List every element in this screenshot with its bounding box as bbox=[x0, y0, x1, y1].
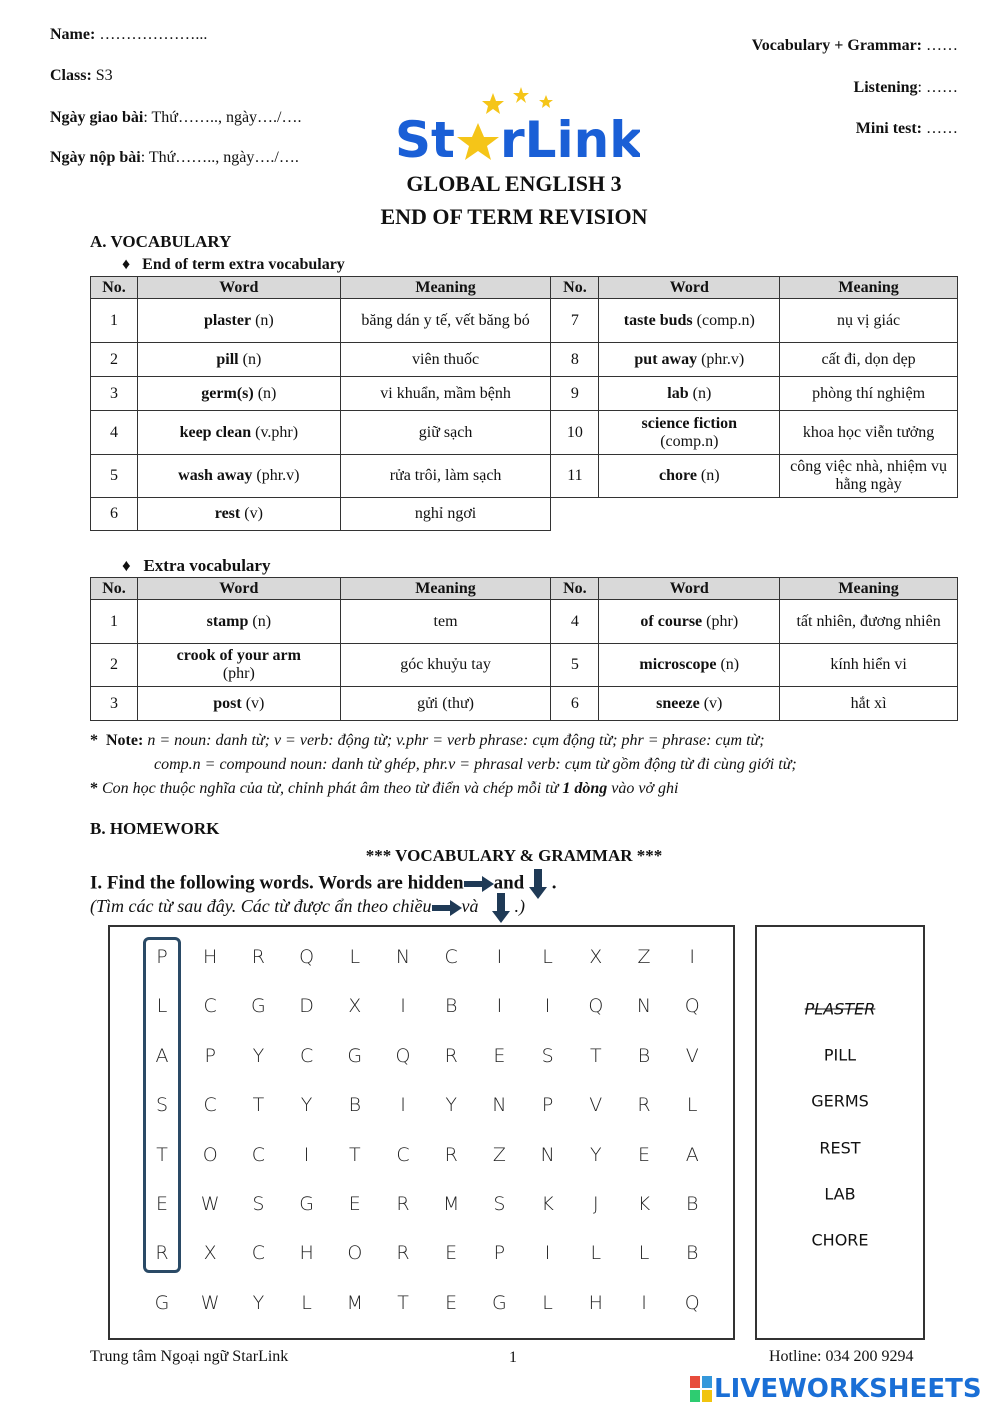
word-list-item: REST bbox=[819, 1138, 861, 1158]
score-listening-label: Listening bbox=[853, 79, 918, 96]
liveworksheets-logo bbox=[690, 1374, 982, 1404]
column-header: No. bbox=[551, 277, 599, 299]
score-vocab-grammar[interactable] bbox=[752, 37, 958, 55]
task1-subtitle-end: .) bbox=[510, 896, 525, 917]
grid-letter[interactable]: C bbox=[299, 1044, 314, 1067]
grid-letter[interactable]: R bbox=[637, 1094, 651, 1117]
table-row bbox=[91, 411, 958, 455]
grid-letter[interactable]: K bbox=[637, 1193, 651, 1215]
meaning-cell: băng dán y tế, vết băng bó bbox=[340, 299, 551, 343]
grid-letter[interactable]: P bbox=[156, 946, 168, 968]
meaning-cell: kính hiển vi bbox=[780, 644, 958, 687]
grid-letter[interactable]: X bbox=[589, 946, 603, 968]
table1-heading bbox=[122, 256, 345, 274]
table-header-row bbox=[91, 277, 958, 299]
row-number: 11 bbox=[551, 455, 599, 498]
grid-letter[interactable]: S bbox=[155, 1094, 169, 1117]
grid-letter[interactable]: Q bbox=[299, 946, 315, 968]
row-number: 4 bbox=[91, 411, 138, 455]
submit-label: Ngày nộp bài bbox=[50, 149, 141, 166]
word: post bbox=[213, 694, 242, 712]
part-of-speech: (n) bbox=[251, 311, 274, 329]
grid-letter[interactable]: T bbox=[156, 1143, 168, 1166]
column-header: Word bbox=[137, 277, 340, 299]
note-line-2: comp.n = compound noun: danh từ ghép, phr.v = phrasal verb: cụm từ gồm động từ đi cùng giới từ; bbox=[154, 756, 797, 773]
task1-title-and: and bbox=[493, 872, 525, 894]
assign-value: : Thứ…….., ngày…./…. bbox=[143, 109, 302, 126]
row-number: 9 bbox=[551, 377, 599, 411]
meaning-cell: nghỉ ngơi bbox=[340, 498, 551, 531]
grid-letter[interactable]: T bbox=[348, 1143, 361, 1166]
grid-letter[interactable]: S bbox=[493, 1193, 506, 1215]
meaning-cell: góc khuỷu tay bbox=[340, 644, 551, 687]
grid-letter[interactable]: C bbox=[444, 946, 458, 968]
column-header: Meaning bbox=[340, 277, 551, 299]
grid-letter[interactable]: C bbox=[396, 1143, 410, 1166]
score-listening[interactable] bbox=[854, 79, 958, 97]
word: microscope bbox=[639, 656, 717, 673]
word-list-item: CHORE bbox=[811, 1230, 869, 1250]
meaning-cell: tem bbox=[340, 600, 551, 644]
meaning-cell: rửa trôi, làm sạch bbox=[340, 455, 551, 498]
word-list-item: PLASTER bbox=[804, 999, 876, 1019]
grid-letter[interactable]: A bbox=[155, 1044, 169, 1067]
grid-letter[interactable]: V bbox=[685, 1044, 699, 1067]
word: stamp bbox=[206, 612, 249, 630]
table2-heading bbox=[122, 556, 270, 576]
grid-letter[interactable]: G bbox=[251, 995, 266, 1018]
grid-letter[interactable]: H bbox=[588, 1291, 603, 1314]
diamond-bullet-icon: ♦ bbox=[122, 556, 131, 575]
word-cell bbox=[599, 600, 780, 644]
grid-letter[interactable]: W bbox=[200, 1193, 220, 1215]
grid-letter[interactable]: B bbox=[348, 1094, 362, 1117]
page-number: 1 bbox=[509, 1349, 517, 1366]
grid-letter[interactable]: E bbox=[445, 1291, 458, 1314]
table-row bbox=[91, 498, 958, 531]
class-field bbox=[50, 67, 113, 85]
row-number: 2 bbox=[91, 644, 138, 687]
table1-heading-text: End of term extra vocabulary bbox=[142, 256, 345, 273]
row-number: 2 bbox=[91, 343, 138, 377]
grid-letter[interactable]: R bbox=[444, 1044, 458, 1067]
word-cell bbox=[137, 377, 340, 411]
grid-letter[interactable]: L bbox=[542, 946, 553, 968]
grid-letter[interactable]: H bbox=[299, 1242, 314, 1265]
column-header: Meaning bbox=[780, 277, 958, 299]
meaning-cell: vi khuẩn, mầm bệnh bbox=[340, 377, 551, 411]
grid-letter[interactable]: L bbox=[349, 946, 361, 968]
grid-letter[interactable]: E bbox=[493, 1044, 506, 1067]
word: pill bbox=[216, 350, 239, 368]
meaning-cell: tất nhiên, đương nhiên bbox=[780, 600, 958, 644]
score-mini-label: Mini test: bbox=[855, 120, 922, 137]
arrow-down-icon bbox=[529, 869, 547, 899]
word-cell bbox=[137, 455, 340, 498]
word: put away bbox=[634, 350, 698, 368]
table-row bbox=[91, 687, 958, 721]
vocab-table-1 bbox=[90, 276, 958, 531]
grid-letter[interactable]: I bbox=[689, 946, 695, 968]
grid-letter[interactable]: G bbox=[299, 1193, 314, 1215]
part-of-speech: (v) bbox=[241, 694, 265, 712]
part-of-speech: (n) bbox=[238, 350, 262, 368]
footer-hotline: Hotline: 034 200 9294 bbox=[769, 1348, 914, 1365]
note-text-3b: 1 dòng bbox=[562, 780, 608, 797]
task1-title-end: . bbox=[546, 872, 557, 894]
arrow-right-icon bbox=[432, 900, 462, 916]
starlink-logo bbox=[390, 85, 640, 165]
grid-letter[interactable]: L bbox=[301, 1291, 312, 1314]
table-header-row bbox=[91, 578, 958, 600]
grid-letter[interactable]: Q bbox=[588, 995, 604, 1018]
grid-letter[interactable]: X bbox=[348, 995, 362, 1018]
table-row bbox=[91, 377, 958, 411]
part-of-speech: (comp.n) bbox=[660, 432, 719, 450]
grid-letter[interactable]: R bbox=[396, 1242, 410, 1265]
arrow-right-icon bbox=[464, 876, 494, 892]
grid-letter[interactable]: R bbox=[155, 1242, 169, 1265]
grid-letter[interactable]: W bbox=[200, 1291, 220, 1314]
part-of-speech: (v) bbox=[699, 694, 723, 712]
task1-title-text: I. Find the following words. Words are hidden bbox=[90, 872, 464, 894]
word: plaster bbox=[203, 311, 252, 329]
row-number: 3 bbox=[91, 687, 138, 721]
word-search-grid[interactable] bbox=[108, 925, 735, 1340]
task1-subtitle-text: (Tìm các từ sau đây. Các từ được ẩn theo chiều bbox=[90, 896, 432, 917]
column-header: Meaning bbox=[780, 578, 958, 600]
grid-letter[interactable]: K bbox=[541, 1193, 554, 1215]
part-of-speech: (v.phr) bbox=[251, 423, 299, 441]
word-list bbox=[755, 925, 925, 1340]
word: taste buds bbox=[623, 311, 693, 329]
grid-letter[interactable]: E bbox=[348, 1193, 361, 1215]
word: science fiction bbox=[641, 414, 738, 432]
part-of-speech: (n) bbox=[688, 384, 712, 402]
page-subtitle: END OF TERM REVISION bbox=[380, 204, 648, 229]
grid-letter[interactable]: G bbox=[347, 1044, 363, 1067]
word: germ(s) bbox=[201, 384, 254, 402]
grid-letter[interactable]: T bbox=[589, 1044, 602, 1067]
grid-letter[interactable]: S bbox=[541, 1044, 554, 1067]
grid-letter[interactable]: T bbox=[252, 1094, 265, 1117]
grid-letter[interactable]: E bbox=[445, 1242, 458, 1265]
assign-label: Ngày giao bài bbox=[50, 109, 144, 126]
meaning-cell: viên thuốc bbox=[340, 343, 551, 377]
grid-letter[interactable]: O bbox=[347, 1242, 363, 1265]
row-number: 6 bbox=[551, 687, 599, 721]
grid-letter[interactable]: I bbox=[496, 995, 503, 1018]
liveworksheets-logo-icon bbox=[690, 1376, 712, 1402]
grid-letter[interactable]: L bbox=[686, 1094, 698, 1117]
row-number: 10 bbox=[551, 411, 599, 455]
meaning-cell: phòng thí nghiệm bbox=[780, 377, 958, 411]
grid-letter[interactable]: P bbox=[541, 1094, 554, 1117]
grid-letter[interactable]: N bbox=[395, 946, 411, 968]
page-title: GLOBAL ENGLISH 3 bbox=[406, 171, 622, 196]
word-list-item: PILL bbox=[823, 1045, 857, 1065]
footer-center-name: Trung tâm Ngoại ngữ StarLink bbox=[90, 1348, 289, 1365]
part-of-speech: (n) bbox=[716, 656, 740, 673]
meaning-cell: nụ vị giác bbox=[780, 299, 958, 343]
column-header: Word bbox=[599, 277, 780, 299]
grid-letter[interactable]: N bbox=[636, 995, 652, 1018]
score-listening-value: : …… bbox=[917, 79, 958, 96]
column-header: Meaning bbox=[340, 578, 551, 600]
word-cell bbox=[137, 411, 340, 455]
grid-letter[interactable]: I bbox=[544, 995, 551, 1018]
part-of-speech: (phr) bbox=[702, 612, 739, 630]
assign-date[interactable] bbox=[50, 109, 302, 127]
part-of-speech: (v) bbox=[240, 505, 263, 522]
class-value: S3 bbox=[91, 67, 113, 84]
grid-letter[interactable]: J bbox=[592, 1193, 599, 1215]
grid-letter[interactable]: M bbox=[442, 1193, 460, 1215]
meaning-cell: công việc nhà, nhiệm vụ hằng ngày bbox=[780, 455, 958, 498]
word: wash away bbox=[178, 467, 253, 484]
svg-text:rLink: rLink bbox=[500, 111, 640, 165]
word: sneeze bbox=[656, 694, 700, 712]
grid-letter[interactable]: P bbox=[493, 1242, 506, 1265]
word-cell bbox=[137, 343, 340, 377]
grid-letter[interactable]: H bbox=[203, 946, 218, 968]
part-of-speech: (phr.v) bbox=[697, 350, 745, 368]
word-cell bbox=[137, 498, 340, 531]
table-row bbox=[91, 644, 958, 687]
part-of-speech: (phr.v) bbox=[252, 467, 300, 484]
grid-letter[interactable]: T bbox=[397, 1291, 409, 1314]
part-of-speech: (n) bbox=[248, 612, 272, 630]
score-mini-test[interactable] bbox=[856, 120, 958, 138]
arrow-down-icon bbox=[492, 893, 510, 923]
word-cell bbox=[137, 299, 340, 343]
grid-letter[interactable]: N bbox=[492, 1094, 507, 1117]
row-number: 6 bbox=[91, 498, 138, 531]
grid-letter[interactable]: L bbox=[542, 1291, 553, 1314]
row-number: 5 bbox=[551, 644, 599, 687]
row-number: 8 bbox=[551, 343, 599, 377]
word-cell bbox=[137, 644, 340, 687]
word-cell bbox=[137, 687, 340, 721]
grid-letter[interactable]: C bbox=[251, 1242, 266, 1265]
table-row bbox=[91, 600, 958, 644]
word: of course bbox=[640, 612, 703, 630]
grid-letter[interactable]: D bbox=[299, 995, 314, 1018]
meaning-cell: cất đi, dọn dẹp bbox=[780, 343, 958, 377]
word-cell bbox=[599, 377, 780, 411]
grid-letter[interactable]: C bbox=[203, 995, 217, 1018]
grid-letter[interactable]: B bbox=[685, 1193, 699, 1215]
grid-letter[interactable]: Q bbox=[684, 995, 700, 1018]
grid-letter[interactable]: I bbox=[303, 1143, 310, 1166]
grid-letter[interactable]: B bbox=[685, 1242, 699, 1265]
grid-letter[interactable]: L bbox=[156, 995, 168, 1018]
grid-letter[interactable]: I bbox=[496, 946, 503, 968]
column-header: No. bbox=[91, 277, 138, 299]
part-of-speech: (comp.n) bbox=[692, 311, 755, 329]
grid-letter[interactable]: I bbox=[400, 1094, 406, 1117]
grid-letter[interactable]: O bbox=[202, 1143, 218, 1166]
word-cell bbox=[599, 343, 780, 377]
word-cell bbox=[599, 299, 780, 343]
name-value: ………………... bbox=[95, 26, 208, 43]
grid-letter[interactable]: N bbox=[540, 1143, 555, 1166]
grid-letter[interactable]: C bbox=[203, 1094, 217, 1117]
grid-letter[interactable]: V bbox=[589, 1094, 603, 1117]
grid-letter[interactable]: X bbox=[203, 1242, 217, 1265]
table-row bbox=[91, 299, 958, 343]
grid-letter[interactable]: Q bbox=[684, 1291, 700, 1314]
grid-letter[interactable]: Q bbox=[395, 1044, 411, 1067]
grid-letter[interactable]: Y bbox=[589, 1143, 602, 1166]
part-of-speech: (n) bbox=[253, 384, 277, 402]
grid-letter[interactable]: E bbox=[637, 1143, 650, 1166]
word-list-item: GERMS bbox=[811, 1091, 869, 1111]
note-text-3c: vào vở ghi bbox=[607, 780, 679, 797]
word-cell bbox=[599, 644, 780, 687]
row-number: 7 bbox=[551, 299, 599, 343]
grid-letter[interactable]: I bbox=[400, 995, 406, 1018]
column-header: Word bbox=[137, 578, 340, 600]
note-star: * bbox=[90, 732, 98, 749]
grid-letter[interactable]: A bbox=[685, 1143, 699, 1166]
score-vg-value: …… bbox=[922, 37, 958, 54]
note-text-3a: Con học thuộc nghĩa của từ, chỉnh phát âm theo từ điển và chép mỗi từ bbox=[98, 780, 563, 797]
grid-letter[interactable]: M bbox=[346, 1291, 363, 1314]
section-a-heading: A. VOCABULARY bbox=[90, 232, 232, 251]
grid-letter[interactable]: L bbox=[638, 1242, 650, 1265]
grid-letter[interactable]: Z bbox=[637, 946, 651, 968]
grid-letter[interactable]: B bbox=[637, 1044, 651, 1067]
grid-letter[interactable]: G bbox=[154, 1291, 170, 1314]
svg-text:St: St bbox=[395, 111, 455, 165]
meaning-cell: khoa học viễn tưởng bbox=[780, 411, 958, 455]
vocab-table-2 bbox=[90, 577, 958, 721]
part-of-speech: (phr) bbox=[222, 665, 255, 682]
table2-heading-text: Extra vocabulary bbox=[143, 556, 271, 575]
grid-letter[interactable]: I bbox=[641, 1291, 647, 1314]
column-header: No. bbox=[551, 578, 599, 600]
score-vg-label: Vocabulary + Grammar: bbox=[751, 37, 922, 54]
submit-date[interactable] bbox=[50, 149, 299, 167]
word: lab bbox=[667, 384, 689, 402]
grid-letter[interactable]: Y bbox=[252, 1044, 265, 1067]
grid-letter[interactable]: R bbox=[444, 1143, 458, 1166]
table-row bbox=[91, 343, 958, 377]
vocab-grammar-heading: *** VOCABULARY & GRAMMAR *** bbox=[365, 846, 663, 865]
grid-letter[interactable]: G bbox=[492, 1291, 507, 1314]
grid-letter[interactable]: Y bbox=[252, 1291, 265, 1314]
row-number: 1 bbox=[91, 600, 138, 644]
row-number: 4 bbox=[551, 600, 599, 644]
grid-letter[interactable]: Z bbox=[492, 1143, 506, 1166]
grid-letter[interactable]: R bbox=[396, 1193, 410, 1215]
grid-letter[interactable]: C bbox=[251, 1143, 266, 1166]
grid-letter[interactable]: Y bbox=[300, 1094, 313, 1117]
grid-letter[interactable]: P bbox=[204, 1044, 216, 1067]
word-cell bbox=[599, 687, 780, 721]
section-b-heading: B. HOMEWORK bbox=[90, 819, 220, 838]
score-mini-value: …… bbox=[922, 120, 958, 137]
column-header: No. bbox=[91, 578, 138, 600]
word-cell bbox=[137, 600, 340, 644]
note-text-1: n = noun: danh từ; v = verb: động từ; v.phr = verb phrase: cụm động từ; phr = phrase: cụm từ; bbox=[143, 732, 765, 749]
name-field[interactable] bbox=[50, 26, 207, 44]
note-star: * bbox=[90, 780, 98, 797]
word: crook of your arm bbox=[176, 647, 301, 664]
note-line-3 bbox=[90, 780, 678, 798]
grid-letter[interactable]: L bbox=[590, 1242, 602, 1265]
task1-subtitle bbox=[90, 893, 525, 923]
word: chore bbox=[659, 467, 697, 484]
word-list-item: LAB bbox=[824, 1184, 856, 1204]
note-label: Note: bbox=[106, 732, 144, 749]
word: keep clean bbox=[179, 423, 252, 441]
column-header: Word bbox=[599, 578, 780, 600]
grid-letter[interactable]: R bbox=[251, 946, 265, 968]
table-row bbox=[91, 455, 958, 498]
word-cell bbox=[599, 455, 780, 498]
starlink-logo-icon bbox=[390, 85, 640, 165]
task1-subtitle-and: và bbox=[461, 896, 479, 917]
grid-letter[interactable]: B bbox=[444, 995, 458, 1018]
diamond-bullet-icon: ♦ bbox=[122, 256, 131, 273]
class-label: Class: bbox=[50, 67, 92, 84]
row-number: 5 bbox=[91, 455, 138, 498]
meaning-cell: gửi (thư) bbox=[340, 687, 551, 721]
grid-letter[interactable]: I bbox=[544, 1242, 551, 1265]
note-line-1 bbox=[90, 732, 765, 750]
word-cell bbox=[599, 411, 780, 455]
grid-letter[interactable]: E bbox=[155, 1193, 168, 1215]
row-number: 3 bbox=[91, 377, 138, 411]
meaning-cell: giữ sạch bbox=[340, 411, 551, 455]
name-label: Name: bbox=[50, 26, 96, 43]
grid-letter[interactable]: S bbox=[252, 1193, 265, 1215]
liveworksheets-text: LIVEWORKSHEETS bbox=[714, 1374, 982, 1404]
meaning-cell: hắt xì bbox=[780, 687, 958, 721]
row-number: 1 bbox=[91, 299, 138, 343]
part-of-speech: (n) bbox=[696, 467, 720, 484]
grid-letter[interactable]: Y bbox=[445, 1094, 457, 1117]
submit-value: : Thứ…….., ngày…./…. bbox=[140, 149, 299, 166]
word: rest bbox=[214, 505, 241, 522]
